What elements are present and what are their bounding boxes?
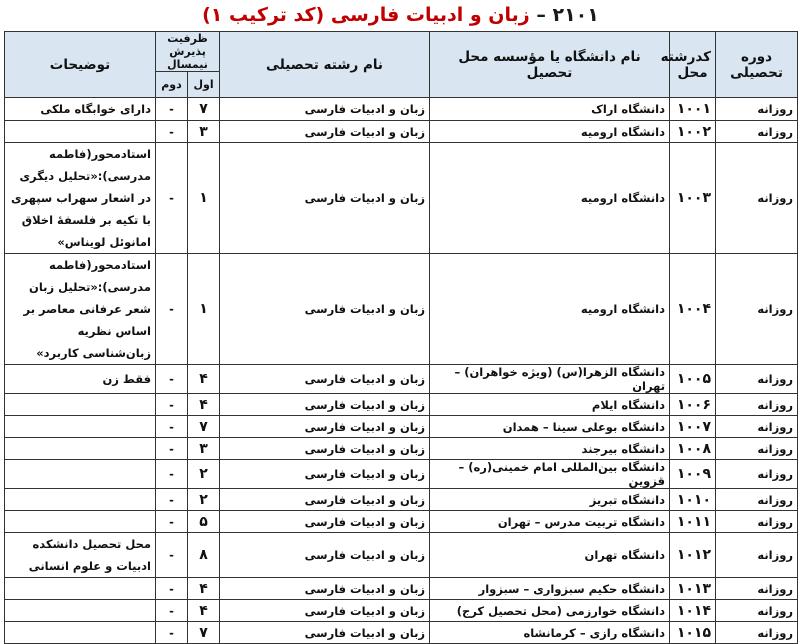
capacity-second-cell: -: [156, 254, 188, 365]
table-row: [5, 460, 798, 489]
capacity-second-cell: -: [156, 438, 188, 460]
capacity-first-cell: ۷: [188, 98, 220, 121]
capacity-second-cell: -: [156, 533, 188, 578]
period-cell: روزانه: [716, 121, 798, 143]
university-cell: دانشگاه ایلام: [430, 394, 670, 416]
capacity-first-cell: ۵: [188, 511, 220, 533]
code-cell: ۱۰۰۵: [670, 365, 716, 394]
capacity-first-cell: ۷: [188, 622, 220, 644]
notes-cell: [5, 416, 156, 438]
university-cell: دانشگاه الزهرا(س) (ویژه خواهران) – تهران: [430, 365, 670, 394]
period-cell: روزانه: [716, 622, 798, 644]
table-row: [5, 254, 798, 365]
title-dash: –: [536, 4, 546, 26]
header-capacity: ظرفیت پذیرش نیمسال: [156, 32, 220, 72]
table-row: [5, 600, 798, 622]
notes-cell: [5, 600, 156, 622]
code-cell: ۱۰۰۹: [670, 460, 716, 489]
period-cell: روزانه: [716, 98, 798, 121]
capacity-first-cell: ۱: [188, 143, 220, 254]
period-cell: روزانه: [716, 254, 798, 365]
table-row: [5, 533, 798, 578]
notes-cell: [5, 460, 156, 489]
table-row: [5, 489, 798, 511]
capacity-second-cell: -: [156, 578, 188, 600]
field-cell: زبان و ادبیات فارسی: [220, 98, 430, 121]
university-cell: دانشگاه ارومیه: [430, 254, 670, 365]
notes-cell: [5, 394, 156, 416]
period-cell: روزانه: [716, 511, 798, 533]
capacity-second-cell: -: [156, 460, 188, 489]
period-cell: روزانه: [716, 143, 798, 254]
code-cell: ۱۰۱۱: [670, 511, 716, 533]
notes-cell: استادمحور(فاطمه مدرسی):«تحلیل دیگری در اشعار سهراب سپهری با تکیه بر فلسفهٔ اخلاق امانوئل لویناس»: [5, 143, 156, 254]
table-row: [5, 438, 798, 460]
notes-cell: دارای خوابگاه ملکی: [5, 98, 156, 121]
table-row: [5, 143, 798, 254]
university-cell: دانشگاه حکیم سبزواری – سبزوار: [430, 578, 670, 600]
field-cell: زبان و ادبیات فارسی: [220, 533, 430, 578]
header-field: نام رشته تحصیلی: [220, 32, 430, 98]
field-cell: زبان و ادبیات فارسی: [220, 438, 430, 460]
capacity-first-cell: ۴: [188, 365, 220, 394]
university-cell: دانشگاه تبریز: [430, 489, 670, 511]
capacity-first-cell: ۱: [188, 254, 220, 365]
code-cell: ۱۰۰۲: [670, 121, 716, 143]
code-cell: ۱۰۱۰: [670, 489, 716, 511]
table-row: [5, 416, 798, 438]
period-cell: روزانه: [716, 533, 798, 578]
notes-cell: [5, 511, 156, 533]
field-cell: زبان و ادبیات فارسی: [220, 578, 430, 600]
table-row: [5, 622, 798, 644]
table-row: [5, 365, 798, 394]
field-cell: زبان و ادبیات فارسی: [220, 143, 430, 254]
notes-cell: [5, 438, 156, 460]
code-cell: ۱۰۰۷: [670, 416, 716, 438]
code-cell: ۱۰۰۶: [670, 394, 716, 416]
capacity-second-cell: -: [156, 143, 188, 254]
field-cell: زبان و ادبیات فارسی: [220, 600, 430, 622]
capacity-first-cell: ۲: [188, 460, 220, 489]
capacity-first-cell: ۲: [188, 489, 220, 511]
university-cell: دانشگاه ارومیه: [430, 121, 670, 143]
header-period: دوره تحصیلی: [716, 32, 798, 98]
header-second: دوم: [156, 72, 188, 98]
university-cell: دانشگاه بیرجند: [430, 438, 670, 460]
notes-cell: استادمحور(فاطمه مدرسی):«تحلیل زبان شعر عرفانی معاصر بر اساس نظریه زبان‌شناسی کاربرد»: [5, 254, 156, 365]
field-cell: زبان و ادبیات فارسی: [220, 365, 430, 394]
capacity-first-cell: ۸: [188, 533, 220, 578]
university-cell: دانشگاه تربیت مدرس – تهران: [430, 511, 670, 533]
table-body: [5, 98, 798, 644]
header-notes: توضیحات: [5, 32, 156, 98]
capacity-second-cell: -: [156, 394, 188, 416]
header-university: نام دانشگاه یا مؤسسه محل تحصیل: [430, 32, 670, 98]
capacity-first-cell: ۳: [188, 121, 220, 143]
code-cell: ۱۰۱۴: [670, 600, 716, 622]
capacity-second-cell: -: [156, 600, 188, 622]
title-subtitle: (کد ترکیب ۱): [202, 4, 325, 26]
university-cell: دانشگاه رازی – کرمانشاه: [430, 622, 670, 644]
university-cell: دانشگاه بوعلی سینا – همدان: [430, 416, 670, 438]
field-cell: زبان و ادبیات فارسی: [220, 121, 430, 143]
capacity-second-cell: -: [156, 121, 188, 143]
table-row: [5, 121, 798, 143]
capacity-first-cell: ۴: [188, 394, 220, 416]
document-title: [0, 2, 801, 28]
table-row: [5, 394, 798, 416]
capacity-second-cell: -: [156, 489, 188, 511]
period-cell: روزانه: [716, 416, 798, 438]
notes-cell: [5, 121, 156, 143]
table-row: [5, 511, 798, 533]
notes-cell: [5, 622, 156, 644]
table-row: [5, 98, 798, 121]
period-cell: روزانه: [716, 600, 798, 622]
university-cell: دانشگاه اراک: [430, 98, 670, 121]
field-cell: زبان و ادبیات فارسی: [220, 460, 430, 489]
capacity-first-cell: ۴: [188, 578, 220, 600]
code-cell: ۱۰۰۱: [670, 98, 716, 121]
header-first: اول: [188, 72, 220, 98]
capacity-second-cell: -: [156, 98, 188, 121]
title-code: ۲۱۰۱: [552, 4, 599, 26]
period-cell: روزانه: [716, 489, 798, 511]
code-cell: ۱۰۱۵: [670, 622, 716, 644]
university-cell: دانشگاه تهران: [430, 533, 670, 578]
field-cell: زبان و ادبیات فارسی: [220, 511, 430, 533]
field-cell: زبان و ادبیات فارسی: [220, 394, 430, 416]
period-cell: روزانه: [716, 365, 798, 394]
university-cell: دانشگاه ارومیه: [430, 143, 670, 254]
field-cell: زبان و ادبیات فارسی: [220, 254, 430, 365]
field-cell: زبان و ادبیات فارسی: [220, 416, 430, 438]
capacity-first-cell: ۷: [188, 416, 220, 438]
capacity-first-cell: ۳: [188, 438, 220, 460]
period-cell: روزانه: [716, 578, 798, 600]
notes-cell: [5, 578, 156, 600]
notes-cell: محل تحصیل دانشکده ادبیات و علوم انسانی: [5, 533, 156, 578]
notes-cell: [5, 489, 156, 511]
code-cell: ۱۰۰۸: [670, 438, 716, 460]
code-cell: ۱۰۱۲: [670, 533, 716, 578]
capacity-second-cell: -: [156, 416, 188, 438]
table-row: [5, 578, 798, 600]
period-cell: روزانه: [716, 438, 798, 460]
capacity-second-cell: -: [156, 622, 188, 644]
code-cell: ۱۰۱۳: [670, 578, 716, 600]
capacity-first-cell: ۴: [188, 600, 220, 622]
admission-table: [4, 31, 798, 644]
header-code: کدرشته محل: [670, 32, 716, 98]
capacity-second-cell: -: [156, 365, 188, 394]
notes-cell: فقط زن: [5, 365, 156, 394]
period-cell: روزانه: [716, 394, 798, 416]
code-cell: ۱۰۰۴: [670, 254, 716, 365]
university-cell: دانشگاه بین‌المللی امام خمینی(ره) – قزوین: [430, 460, 670, 489]
field-cell: زبان و ادبیات فارسی: [220, 622, 430, 644]
capacity-second-cell: -: [156, 511, 188, 533]
university-cell: دانشگاه خوارزمی (محل تحصیل کرج): [430, 600, 670, 622]
field-cell: زبان و ادبیات فارسی: [220, 489, 430, 511]
code-cell: ۱۰۰۳: [670, 143, 716, 254]
title-name: زبان و ادبیات فارسی: [330, 4, 530, 26]
period-cell: روزانه: [716, 460, 798, 489]
